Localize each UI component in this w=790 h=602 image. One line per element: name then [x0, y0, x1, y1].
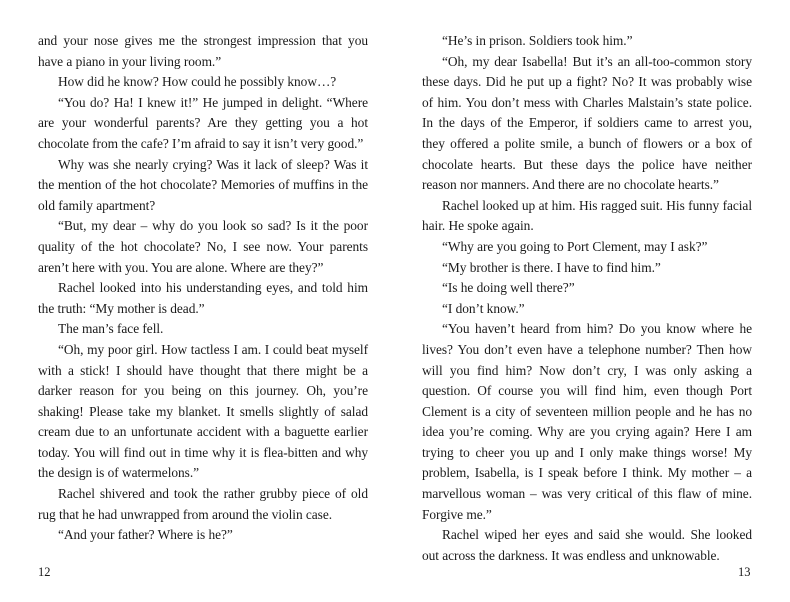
- paragraph: “You do? Ha! I knew it!” He jumped in delight. “Where are your wonderful parents? Are they getting you a hot chocolate from the cafe? I’m afraid to say it isn’t very good.”: [38, 94, 368, 151]
- page-number-right: 13: [738, 565, 751, 579]
- right-page: [422, 31, 752, 566]
- paragraph: “My brother is there. I have to find him.”: [442, 259, 661, 275]
- paragraph: “He’s in prison. Soldiers took him.”: [442, 33, 633, 48]
- paragraph: Rachel looked up at him. His ragged suit. His funny facial hair. He spoke again.: [422, 197, 752, 234]
- paragraph: “I don’t know.”: [442, 300, 525, 316]
- paragraph: “Oh, my poor girl. How tactless I am. I could beat myself with a stick! I should have thought that there might be a darker reason for you being on this journey. Oh, you’re shaking! Please take my blanket. It smells slightly of salad cream due to an unfortunate accident with a baguette earlier today. You will find out in time why it is flea-bitten and why the design is of watermelons.”: [38, 341, 368, 481]
- paragraph: “Is he doing well there?”: [442, 280, 575, 296]
- paragraph: The man’s face fell.: [58, 321, 164, 337]
- paragraph: “Why are you going to Port Clement, may I ask?”: [442, 238, 708, 254]
- paragraph: “But, my dear – why do you look so sad? Is it the poor quality of the hot chocolate? No, I see now. Your parents aren’t here with you. You are alone. Where are they?”: [38, 218, 368, 275]
- paragraph: “Oh, my dear Isabella! But it’s an all-too-common story these days. Did he put up a fight? No? It was probably wise of him. You don’t mess with Charles Malstain’s state police. In the days of the Emperor, if soldiers came to arrest you, they offered a polite smile, a bunch of flowers or a box of chocolate hearts. But these days the police have neither reason nor manners. And there are no chocolate hearts.”: [422, 53, 752, 193]
- paragraph: “And your father? Where is he?”: [58, 527, 233, 543]
- paragraph: Rachel shivered and took the rather grubby piece of old rug that he had unwrapped from around the violin case.: [38, 486, 368, 522]
- paragraph: Rachel wiped her eyes and said she would. She looked out across the darkness. It was endless and unknowable.: [422, 527, 752, 563]
- paragraph: Rachel looked into his understanding eyes, and told him the truth: “My mother is dead.”: [38, 280, 368, 316]
- left-page: [38, 31, 368, 546]
- paragraph: “You haven’t heard from him? Do you know where he lives? You don’t even have a telephone number? Then how will you find him? Now don’t cry, I was only asking a question. Of course you will find him, even though Port Clement is a city of seventeen million people and he has no idea you’re coming. Why are you crying again? Here I am trying to cheer you up and I only make things worse! My problem, Isabella, is I speak before I think. My mother – a marvellous woman – was very critical of this flaw of mine. Forgive me.”: [422, 321, 752, 522]
- paragraph: How did he know? How could he possibly know…?: [58, 74, 337, 90]
- paragraph: Why was she nearly crying? Was it lack of sleep? Was it the mention of the hot chocolate? Memories of muffins in the old family apartment?: [38, 156, 368, 213]
- page-number-left: 12: [38, 565, 51, 579]
- paragraph: and your nose gives me the strongest impression that you have a piano in your living room.”: [38, 33, 368, 69]
